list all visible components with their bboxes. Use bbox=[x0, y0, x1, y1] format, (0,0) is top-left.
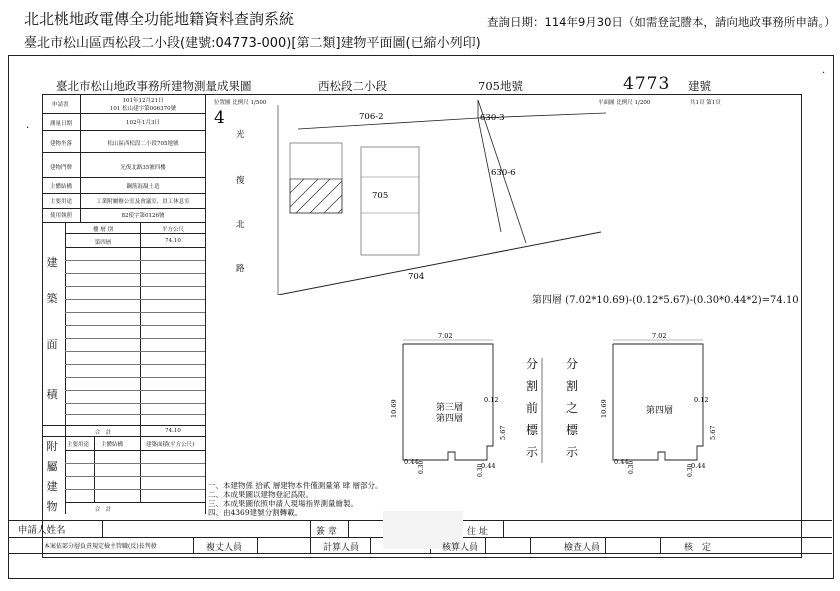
note-line: 四、由4369建號分割轉載。 bbox=[208, 508, 303, 517]
side-label-char: 建 bbox=[46, 256, 58, 269]
north-marker: 4 bbox=[214, 108, 225, 128]
plan-right-label-4f: 第四層 bbox=[646, 406, 674, 416]
approval-label: 核 定 bbox=[684, 543, 712, 553]
plan-right-dim-044b: 0.44 bbox=[691, 462, 706, 470]
col-area-header: 平方公尺 bbox=[161, 227, 184, 233]
building-number: 4773 bbox=[623, 74, 671, 94]
side-label-char: 築 bbox=[46, 292, 58, 305]
plan-left-dim-044a: 0.44 bbox=[404, 458, 419, 466]
location-scale: 位置圖 比例尺 1/500 bbox=[214, 100, 267, 106]
section-name: 西松段二小段 bbox=[318, 79, 387, 93]
before-label-char: 割 bbox=[526, 379, 539, 393]
info-value-license: 82使字第0126號 bbox=[121, 213, 165, 219]
before-label-char: 標 bbox=[526, 423, 539, 437]
note-line: 二、本成果圖以建物登記爲限。 bbox=[208, 490, 313, 499]
info-label-survey-date: 測量日期 bbox=[50, 121, 73, 127]
plan-left-width: 7.02 bbox=[438, 332, 453, 340]
page-info: 共1頁 第1頁 bbox=[690, 100, 721, 106]
location-map bbox=[206, 95, 626, 295]
plan-left-dim-012: 0.12 bbox=[484, 396, 499, 404]
plan-right-dim-030a: 0.30 bbox=[628, 460, 635, 474]
info-value-survey-date: 102年1月3日 bbox=[126, 120, 160, 126]
building-number-label: 建號 bbox=[688, 79, 711, 93]
seal-label: 簽 章 bbox=[316, 527, 337, 537]
floor-total-value: 74.10 bbox=[165, 428, 181, 434]
office-title: 臺北市松山地政事務所建物測量成果圖 bbox=[56, 79, 252, 93]
after-label-char: 分 bbox=[566, 357, 579, 371]
floor-row-name: 第四層 bbox=[94, 240, 112, 246]
info-value-structure: 鋼筋混凝土造 bbox=[126, 184, 160, 190]
after-label-char: 標 bbox=[566, 423, 579, 437]
col-floor-header: 樓 層 別 bbox=[93, 227, 113, 233]
document-subtitle: 臺北市松山區西松段二小段(建號:04773-000)[第二類]建物平面圖(已縮小列印) bbox=[24, 36, 481, 51]
query-date: 查詢日期：114年9月30日（如需登記謄本，請向地政事務所申請。） bbox=[487, 15, 836, 29]
plan-left-dim-030b: 0.30 bbox=[477, 463, 484, 477]
info-value-address: 光復北路35號四樓 bbox=[120, 165, 166, 171]
plan-left-dim-567: 5.67 bbox=[499, 425, 507, 440]
note-line: 一、本建物係 拾貳 層建物本件僅測量第 肆 層部分。 bbox=[208, 481, 383, 490]
area-formula: 第四層 (7.02*10.69)-(0.12*5.67)-(0.30*0.44*2)=74.10 bbox=[532, 295, 799, 306]
info-value-application-no: 101 松山建字第006370號 bbox=[109, 106, 177, 112]
margin-dot: · bbox=[26, 123, 30, 134]
info-value-usage: 工業附屬辦公室及會議室、員工休息室 bbox=[96, 199, 190, 205]
plan-right-height: 10.69 bbox=[600, 399, 608, 418]
info-label-application: 申請書 bbox=[52, 102, 69, 108]
lot-label-630-3: 630-3 bbox=[480, 113, 505, 123]
checker-label: 核算人員 bbox=[442, 543, 479, 553]
after-label-char: 之 bbox=[566, 401, 579, 415]
applicant-name-label: 申請人姓名 bbox=[18, 525, 66, 536]
plan-right-dim-044a: 0.44 bbox=[614, 458, 629, 466]
note-line: 三、本成果圖依照申請人現場指界測量繪製。 bbox=[208, 499, 358, 508]
lot-label-706-2: 706-2 bbox=[359, 112, 384, 122]
plan-right-width: 7.02 bbox=[652, 332, 667, 340]
disclaimer-text: 本案依部分層負責規定檢主管職(反)長判發 bbox=[44, 543, 157, 550]
info-label-location: 建物坐落 bbox=[50, 141, 73, 147]
lot-number: 705地號 bbox=[478, 79, 523, 93]
annex-col-area: 建築面積(平方公尺) bbox=[146, 442, 195, 448]
floor-total-label: 合 計 bbox=[94, 430, 112, 436]
before-label-char: 前 bbox=[526, 401, 539, 415]
before-label-char: 示 bbox=[526, 445, 539, 459]
info-label-license: 使用執照 bbox=[50, 213, 73, 219]
lot-label-704: 704 bbox=[408, 272, 425, 282]
street-char: 復 bbox=[236, 176, 245, 186]
info-label-structure: 主體結構 bbox=[50, 184, 73, 190]
address-label: 住 址 bbox=[467, 527, 488, 537]
info-label-usage: 主要用途 bbox=[50, 199, 73, 205]
before-label-char: 分 bbox=[526, 357, 539, 371]
street-char: 北 bbox=[236, 220, 245, 230]
side-label-char: 面 bbox=[46, 338, 58, 351]
corner-dot: · bbox=[822, 68, 826, 79]
plan-left-dim-044b: 0.44 bbox=[481, 462, 496, 470]
system-title: 北北桃地政電傳全功能地籍資料查詢系統 bbox=[24, 10, 295, 28]
annex-side-label-char: 建 bbox=[46, 480, 58, 493]
info-value-application-date: 101年12月21日 bbox=[122, 98, 164, 104]
street-char: 路 bbox=[236, 264, 245, 274]
annex-total-label: 合 計 bbox=[94, 507, 112, 513]
reviewer-label: 複丈人員 bbox=[206, 543, 243, 553]
calculator-label: 計算人員 bbox=[323, 543, 360, 553]
annex-side-label-char: 附 bbox=[46, 440, 58, 453]
info-value-location: 松山區西松段二小段705地號 bbox=[107, 141, 179, 147]
plan-right-dim-567: 5.67 bbox=[709, 425, 717, 440]
lot-label-630-6: 630-6 bbox=[491, 168, 516, 178]
after-label-char: 割 bbox=[566, 379, 579, 393]
plan-left-dim-030a: 0.30 bbox=[418, 460, 425, 474]
plan-left-label-4f: 第四層 bbox=[436, 414, 464, 424]
notes bbox=[208, 481, 383, 517]
inspector-label: 檢查人員 bbox=[564, 543, 601, 553]
plan-right-dim-030b: 0.30 bbox=[687, 463, 694, 477]
floor-plan-after-outline bbox=[613, 344, 703, 460]
plan-right-dim-012: 0.12 bbox=[694, 396, 709, 404]
floor-row-area: 74.10 bbox=[165, 238, 181, 244]
plan-scale: 平面圖 比例尺 1/200 bbox=[598, 100, 651, 106]
floor-plans bbox=[390, 328, 735, 478]
annex-side-label-char: 屬 bbox=[46, 460, 58, 473]
floor-plan-before-outline bbox=[403, 344, 493, 460]
side-label-char: 積 bbox=[46, 388, 58, 401]
after-label-char: 示 bbox=[566, 445, 579, 459]
plan-left-height: 10.69 bbox=[390, 399, 398, 418]
lot-label-705: 705 bbox=[372, 191, 389, 201]
info-label-address: 建物門牌 bbox=[50, 165, 73, 171]
plan-left-label-3f: 第三層 bbox=[436, 403, 464, 413]
annex-col-use: 主要用途 bbox=[67, 442, 90, 448]
annex-col-structure: 主體結構 bbox=[101, 442, 124, 448]
street-char: 光 bbox=[236, 130, 245, 140]
annex-side-label-char: 物 bbox=[46, 500, 58, 513]
